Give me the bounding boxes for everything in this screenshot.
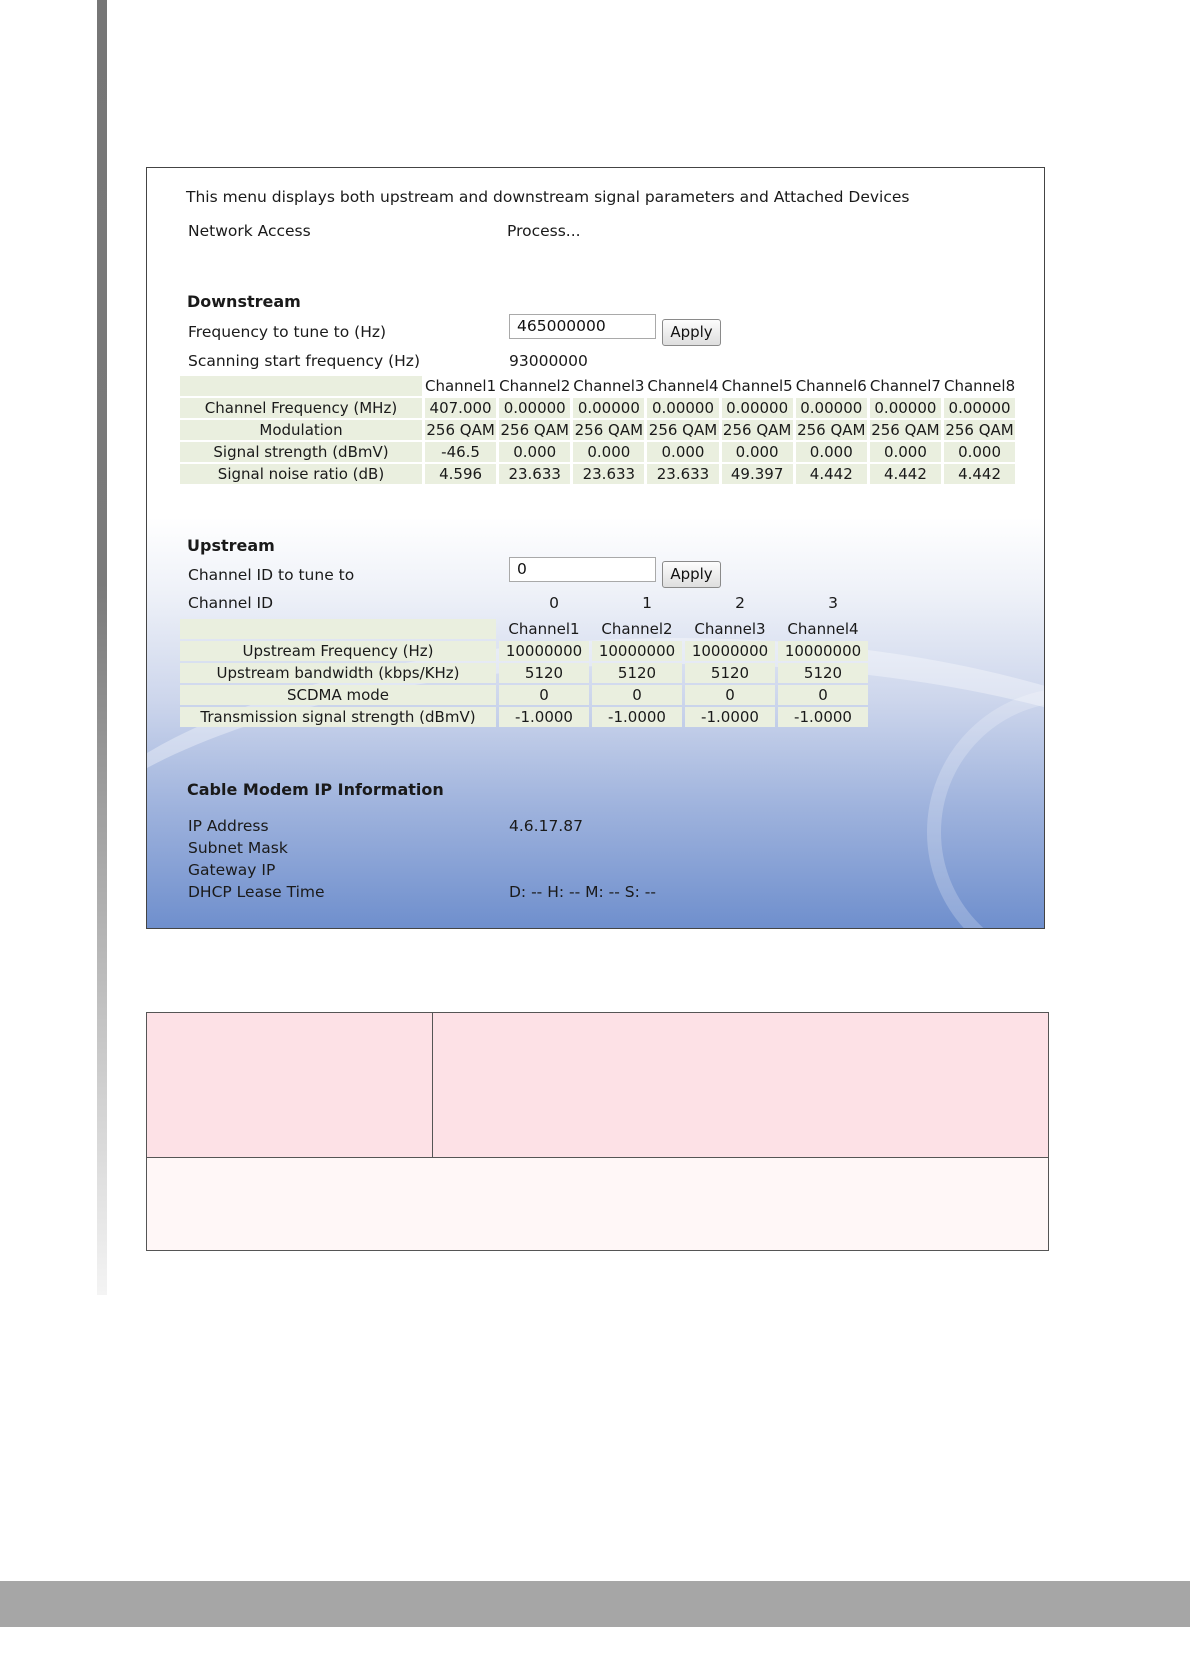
upstream-header-blank <box>180 619 496 639</box>
table-cell: 23.633 <box>499 464 570 484</box>
downstream-channel-header: Channel1 <box>425 377 497 395</box>
table-row <box>180 663 868 683</box>
table-row <box>180 464 1015 484</box>
scan-start-value: 93000000 <box>509 352 588 370</box>
table-row <box>180 685 868 705</box>
downstream-table <box>177 374 1018 486</box>
table-cell: -1.0000 <box>592 707 682 727</box>
note-box-divider <box>432 1013 433 1157</box>
table-cell: 0 <box>778 685 868 705</box>
dhcp-lease-label: DHCP Lease Time <box>188 883 325 901</box>
downstream-apply-button[interactable]: Apply <box>662 319 721 346</box>
upstream-channel-header: Channel3 <box>694 620 766 638</box>
table-cell: 4.442 <box>796 464 867 484</box>
table-cell: 5120 <box>499 663 589 683</box>
row-label: Modulation <box>180 420 422 440</box>
table-cell: 0.000 <box>722 442 793 462</box>
upstream-channel-input[interactable]: 0 <box>509 557 656 582</box>
network-access-label: Network Access <box>188 222 311 240</box>
upstream-tune-label: Channel ID to tune to <box>188 566 355 584</box>
channel-id-value: 2 <box>735 594 745 612</box>
table-cell: 23.633 <box>647 464 718 484</box>
status-panel <box>146 167 1045 929</box>
network-access-value: Process... <box>507 222 581 240</box>
table-row <box>180 442 1015 462</box>
table-cell: 0 <box>499 685 589 705</box>
table-cell: 10000000 <box>778 641 868 661</box>
upstream-channel-header: Channel4 <box>787 620 859 638</box>
table-cell: 256 QAM <box>500 421 569 439</box>
background-ring <box>927 688 1045 929</box>
table-row <box>180 641 868 661</box>
ip-address-label: IP Address <box>188 817 269 835</box>
table-cell: 407.000 <box>425 398 496 418</box>
downstream-channel-header: Channel4 <box>647 377 719 395</box>
table-cell: 256 QAM <box>648 421 718 439</box>
subnet-mask-label: Subnet Mask <box>188 839 288 857</box>
ip-address-value: 4.6.17.87 <box>509 817 583 835</box>
channel-id-value: 1 <box>642 594 652 612</box>
row-label: Upstream bandwidth (kbps/KHz) <box>180 663 496 683</box>
dhcp-lease-value: D: -- H: -- M: -- S: -- <box>509 883 656 901</box>
table-row <box>180 707 868 727</box>
table-cell: 0.000 <box>499 442 570 462</box>
table-cell: 256 QAM <box>426 421 495 439</box>
downstream-channel-header: Channel7 <box>869 377 941 395</box>
table-cell: 10000000 <box>685 641 775 661</box>
table-row <box>180 398 1015 418</box>
downstream-tune-label: Frequency to tune to (Hz) <box>188 323 387 341</box>
table-row <box>180 420 1015 440</box>
channel-id-value: 0 <box>549 594 559 612</box>
table-cell: 10000000 <box>499 641 589 661</box>
table-cell: -1.0000 <box>499 707 589 727</box>
table-cell: 4.442 <box>870 464 941 484</box>
upstream-channel-header: Channel1 <box>508 620 580 638</box>
footer-band <box>0 1581 1190 1627</box>
channel-id-value: 3 <box>828 594 838 612</box>
table-cell: 23.633 <box>573 464 644 484</box>
table-cell: 0.000 <box>647 442 718 462</box>
downstream-channel-header: Channel3 <box>573 377 645 395</box>
table-cell: 0.00000 <box>870 398 941 418</box>
note-box-top <box>147 1013 1048 1158</box>
left-accent-bar <box>97 0 107 1295</box>
table-cell: 5120 <box>778 663 868 683</box>
table-cell: -1.0000 <box>685 707 775 727</box>
table-cell: 0.00000 <box>573 398 644 418</box>
scan-start-label: Scanning start frequency (Hz) <box>188 352 420 370</box>
ip-info-heading: Cable Modem IP Information <box>187 780 444 799</box>
table-cell: 5120 <box>592 663 682 683</box>
table-cell: 0.000 <box>573 442 644 462</box>
table-cell: 0.000 <box>944 442 1015 462</box>
table-cell: 5120 <box>685 663 775 683</box>
gateway-ip-label: Gateway IP <box>188 861 276 879</box>
downstream-frequency-input[interactable]: 465000000 <box>509 314 656 339</box>
row-label: Signal strength (dBmV) <box>180 442 422 462</box>
table-cell: 256 QAM <box>871 421 940 439</box>
upstream-header-row <box>180 619 868 639</box>
downstream-header-blank <box>180 376 422 396</box>
table-cell: 256 QAM <box>945 421 1014 439</box>
table-cell: 0.000 <box>796 442 867 462</box>
table-cell: 0.00000 <box>796 398 867 418</box>
downstream-header-row <box>180 376 1015 396</box>
downstream-heading: Downstream <box>187 292 301 311</box>
row-label: Channel Frequency (MHz) <box>180 398 422 418</box>
upstream-heading: Upstream <box>187 536 275 555</box>
downstream-channel-header: Channel2 <box>499 377 571 395</box>
upstream-apply-button[interactable]: Apply <box>662 561 721 588</box>
downstream-channel-header: Channel8 <box>943 377 1016 395</box>
upstream-channel-header: Channel2 <box>601 620 673 638</box>
table-cell: 0.00000 <box>722 398 793 418</box>
table-cell: 256 QAM <box>797 421 866 439</box>
table-cell: 4.442 <box>944 464 1015 484</box>
row-label: SCDMA mode <box>180 685 496 705</box>
row-label: Upstream Frequency (Hz) <box>180 641 496 661</box>
table-cell: 4.596 <box>425 464 496 484</box>
downstream-channel-header: Channel5 <box>721 377 793 395</box>
table-cell: 0.00000 <box>647 398 718 418</box>
table-cell: -1.0000 <box>778 707 868 727</box>
note-box <box>146 1012 1049 1251</box>
table-cell: 256 QAM <box>722 421 792 439</box>
table-cell: 0 <box>685 685 775 705</box>
downstream-channel-header: Channel6 <box>795 377 867 395</box>
table-cell: 0.00000 <box>944 398 1015 418</box>
table-cell: 0 <box>592 685 682 705</box>
table-cell: 256 QAM <box>574 421 644 439</box>
row-label: Signal noise ratio (dB) <box>180 464 422 484</box>
table-cell: 49.397 <box>722 464 793 484</box>
table-cell: 0.000 <box>870 442 941 462</box>
intro-text: This menu displays both upstream and downstream signal parameters and Attached Devices <box>186 188 910 206</box>
table-cell: -46.5 <box>425 442 496 462</box>
table-cell: 10000000 <box>592 641 682 661</box>
row-label: Transmission signal strength (dBmV) <box>180 707 496 727</box>
upstream-table <box>177 617 871 729</box>
channel-id-label: Channel ID <box>188 594 274 612</box>
table-cell: 0.00000 <box>499 398 570 418</box>
